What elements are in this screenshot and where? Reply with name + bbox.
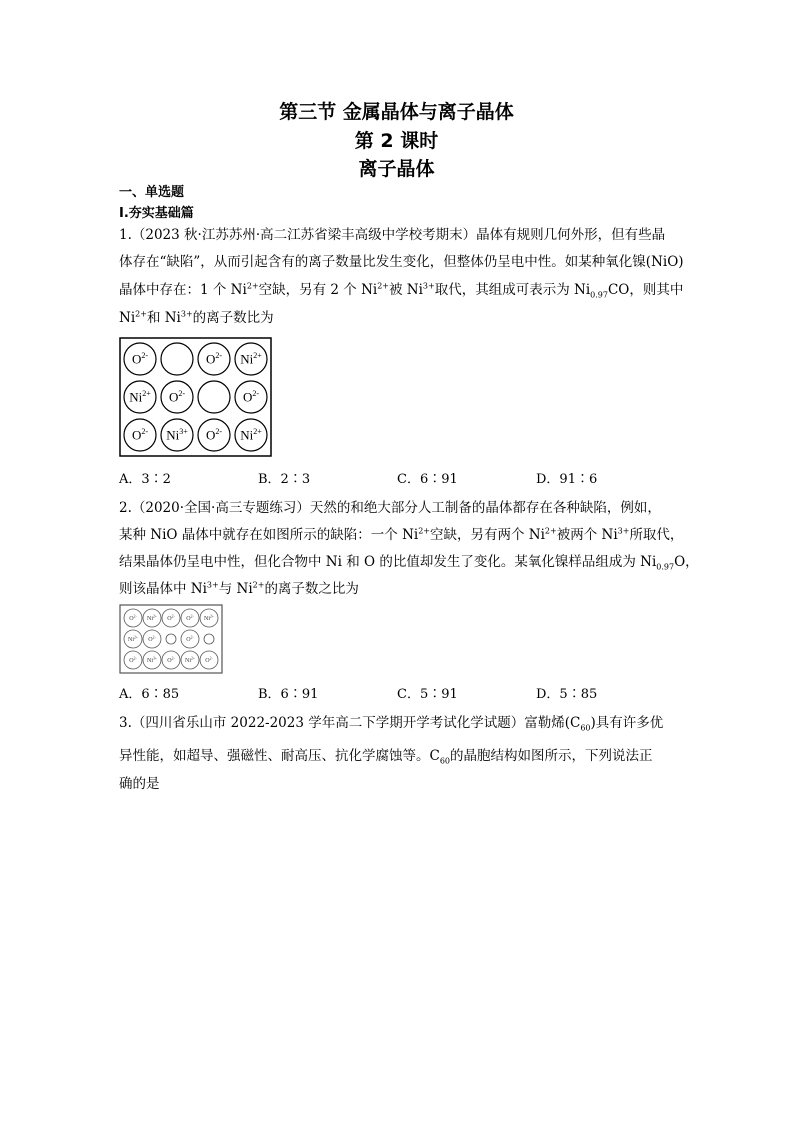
q2-ion-2-1 — [143, 651, 161, 669]
q1-ion-0-0 — [124, 343, 156, 375]
q2-ion-circle — [166, 634, 176, 644]
q1-ion-label: $O^{2-}$ — [168, 388, 186, 405]
q1-ion-circle — [161, 343, 193, 375]
q1-ion-1-1 — [161, 381, 193, 413]
q2-option-c[interactable]: C．5∶91 — [397, 687, 458, 702]
lesson-title: 第 2 课时 — [354, 130, 439, 152]
q2-ion-label: $Ni^{3+}$ — [147, 656, 157, 665]
q2-ion-2-2 — [162, 651, 180, 669]
q1-ion-label: $Ni^{2+}$ — [240, 350, 262, 367]
q2-ion-1-0 — [124, 630, 142, 648]
sub-heading: Ⅰ.夯实基础篇 — [119, 206, 194, 221]
q1-ion-1-2 — [198, 381, 230, 413]
q2-crystal-figure — [119, 604, 223, 674]
q1-ion-1-0 — [124, 381, 156, 413]
q2-line2: 某种 NiO 晶体中就存在如图所示的缺陷：一个 $Ni^{2+}$空缺，另有两个 $Ni^{2+}$被两个 $Ni^{3+}$所取代， — [119, 526, 684, 543]
q2-option-a[interactable]: A．6∶85 — [119, 687, 180, 702]
q2-ion-0-1 — [143, 609, 161, 627]
q2-ion-1-1 — [143, 630, 161, 648]
q2-option-b[interactable]: B．6∶91 — [258, 687, 319, 702]
q2-ion-label: $O^{2-}$ — [129, 614, 137, 623]
q2-ion-label: $Ni^{2+}$ — [147, 614, 157, 623]
q1-line4: $Ni^{2+}$和 $Ni^{3+}$的离子数比为 — [119, 309, 274, 326]
q1-ion-label: $O^{2-}$ — [205, 426, 223, 443]
q2-ion-label: $O^{2-}$ — [186, 614, 194, 623]
q2-ion-0-2 — [162, 609, 180, 627]
q2-ion-label: $O^{2-}$ — [167, 656, 175, 665]
q1-ion-label: $Ni^{2+}$ — [129, 388, 151, 405]
q1-ion-label: $O^{2-}$ — [131, 426, 149, 443]
q2-ion-label: $Ni^{2+}$ — [128, 635, 138, 644]
q1-line1: 1.（2023 秋·江苏苏州·高二江苏省梁丰高级中学校考期末）晶体有规则几何外形，但有些晶 — [119, 227, 666, 243]
q2-ion-1-2 — [166, 634, 176, 644]
q1-option-a[interactable]: A．3∶2 — [119, 472, 171, 487]
q1-ion-2-1 — [161, 419, 193, 451]
q2-line1: 2.（2020·全国·高三专题练习）天然的和绝大部分人工制备的晶体都存在各种缺陷，例如， — [119, 500, 661, 516]
q1-ion-0-2 — [198, 343, 230, 375]
q2-ion-circle — [204, 634, 214, 644]
q2-ion-2-3 — [181, 651, 199, 669]
q2-line3: 结果晶体仍呈电中性，但化合物中 Ni 和 O 的比值却发生了变化。某氧化镍样品组成为 $Ni_{0.97}O$， — [119, 554, 699, 572]
q2-line4: 则该晶体中 $Ni^{3+}$与 $Ni^{2+}$的离子数之比为 — [119, 580, 359, 597]
q1-option-c[interactable]: C．6∶91 — [397, 472, 458, 487]
q2-ion-label: $Ni^{2+}$ — [204, 614, 214, 623]
q1-ion-0-3 — [235, 343, 267, 375]
q1-ion-2-3 — [235, 419, 267, 451]
q1-ion-0-1 — [161, 343, 193, 375]
q1-ion-label: $O^{2-}$ — [205, 350, 223, 367]
q1-ion-label: $O^{2-}$ — [242, 388, 260, 405]
q1-option-b[interactable]: B．2∶3 — [258, 472, 311, 487]
q2-ion-label: $O^{2-}$ — [186, 635, 194, 644]
q3-line3: 确的是 — [119, 776, 160, 792]
q2-ion-2-4 — [200, 651, 218, 669]
q1-line3: 晶体中存在：1 个 $Ni^{2+}$空缺，另有 2 个 $Ni^{2+}$被 $Ni^{3+}$取代，其组成可表示为 $Ni_{0.97}CO$，则其中 — [119, 281, 684, 300]
q1-line2: 体存在“缺陷”，从而引起含有的离子数量比发生变化，但整体仍呈电中性。如某种氧化镍(NiO) — [119, 254, 684, 270]
q2-option-d[interactable]: D．5∶85 — [536, 687, 598, 702]
q2-ion-2-0 — [124, 651, 142, 669]
section-heading: 一、单选题 — [119, 185, 185, 200]
q1-ion-2-0 — [124, 419, 156, 451]
q1-option-d[interactable]: D．91∶6 — [536, 472, 598, 487]
q1-ion-1-3 — [235, 381, 267, 413]
q2-ion-label: $O^{2-}$ — [205, 656, 213, 665]
q2-ion-label: $Ni^{2+}$ — [185, 656, 195, 665]
q2-ion-0-4 — [200, 609, 218, 627]
q2-ion-label: $O^{2-}$ — [129, 656, 137, 665]
q2-ion-0-0 — [124, 609, 142, 627]
q2-ion-0-3 — [181, 609, 199, 627]
q1-crystal-figure — [119, 337, 272, 457]
section-title: 第三节 金属晶体与离子晶体 — [279, 101, 514, 123]
q1-ion-label: $Ni^{2+}$ — [240, 426, 262, 443]
q2-ion-1-3 — [181, 630, 199, 648]
q1-ion-circle — [198, 381, 230, 413]
topic-title: 离子晶体 — [358, 158, 435, 180]
q2-ion-1-4 — [204, 634, 214, 644]
q1-ion-2-2 — [198, 419, 230, 451]
q3-line2: 异性能，如超导、强磁性、耐高压、抗化学腐蚀等。$C_{60}$的晶胞结构如图所示，下列说法正 — [119, 748, 653, 766]
q2-ion-label: $O^{2-}$ — [167, 614, 175, 623]
q1-ion-label: $O^{2-}$ — [131, 350, 149, 367]
q3-line1: 3.（四川省乐山市 2022-2023 学年高二下学期开学考试化学试题）富勒烯$(C_{60})$具有许多优 — [119, 715, 664, 733]
q1-ion-label: $Ni^{3+}$ — [166, 426, 188, 443]
q2-ion-label: $O^{2-}$ — [148, 635, 156, 644]
